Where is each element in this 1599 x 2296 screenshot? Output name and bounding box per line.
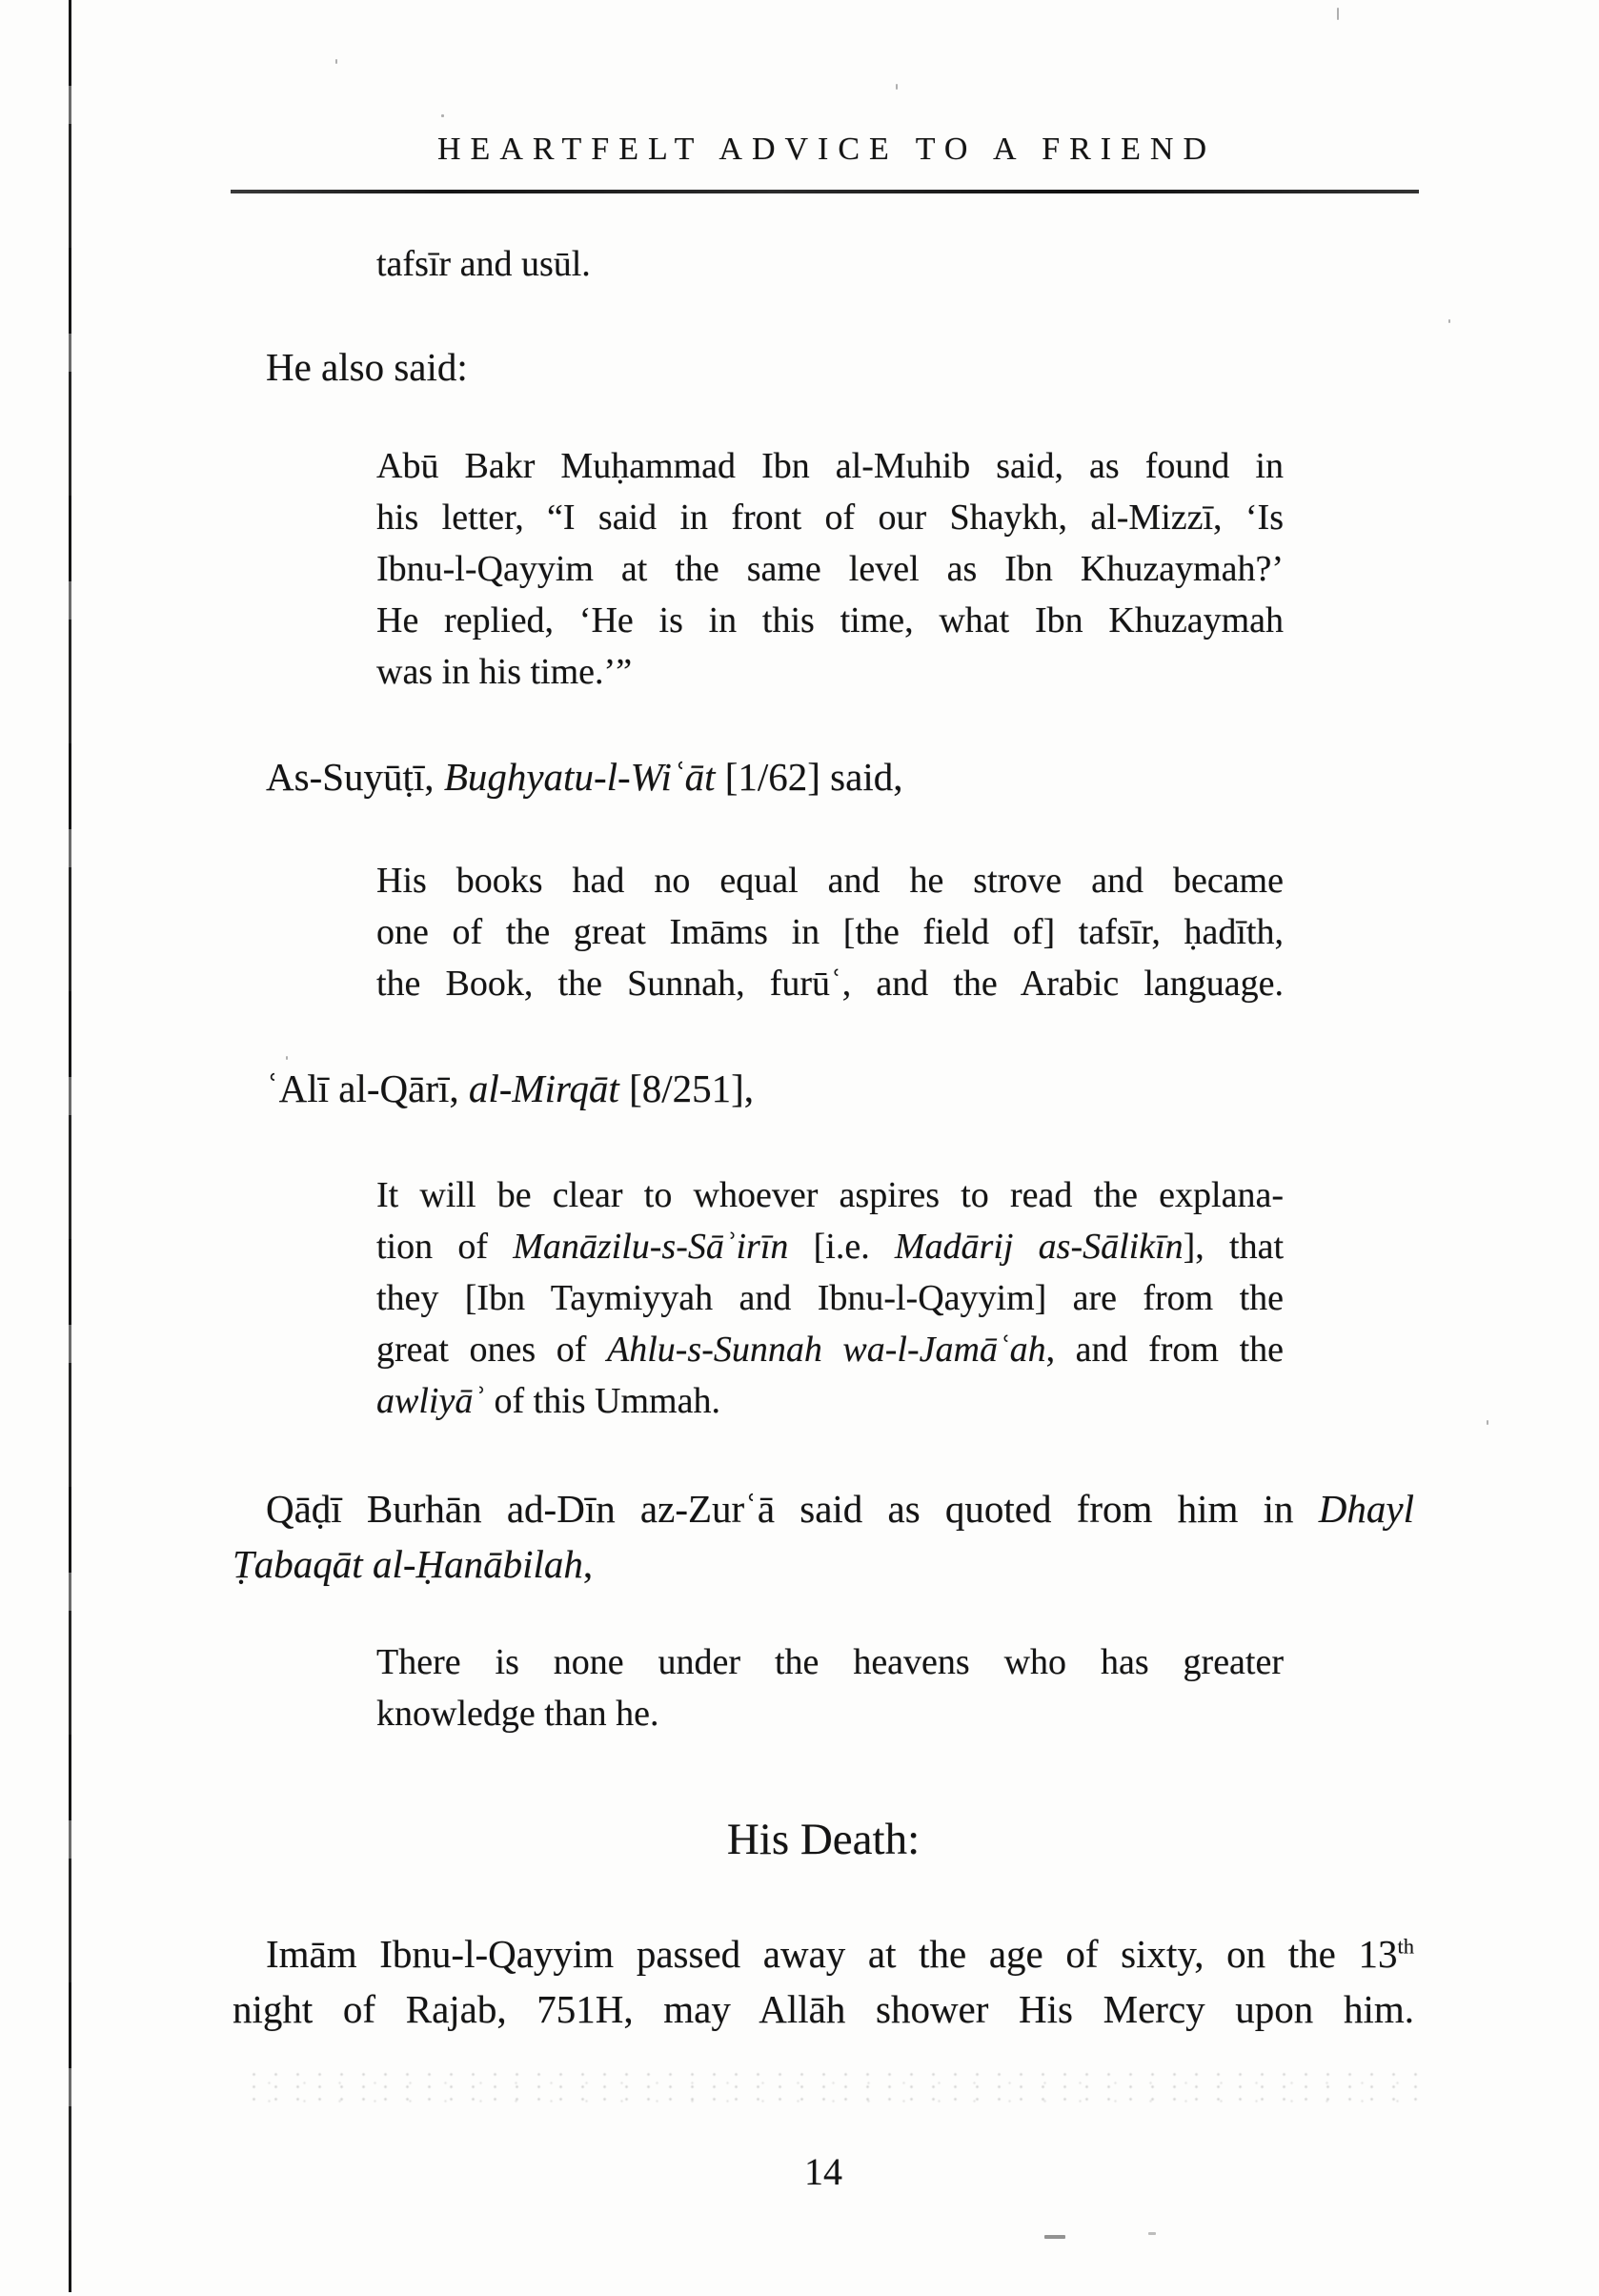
scan-speck [1487, 1420, 1488, 1425]
text-line: the Book, the Sunnah, furūʿ, and the Arabic language. [376, 964, 1284, 1004]
text-line: ʿAlī al-Qārī, al-Mirqāt [8/251], [266, 1067, 755, 1110]
blockquote-ibn-almuhib [376, 440, 1284, 698]
text-line: As-Suyūṭī, Bughyatu-l-Wiʿāt [1/62] said, [266, 755, 903, 799]
paragraph-he-also-said [233, 339, 1414, 395]
scan-dash [1044, 2235, 1065, 2239]
text-line: night of Rajab, 751H, may Allāh shower His Mercy upon him. [233, 1987, 1414, 2031]
scan-speck [441, 114, 444, 117]
scan-speck [1337, 8, 1339, 20]
text-line: Qāḍī Burhān ad-Dīn az-Zurʿā said as quoted from him in Dhayl [266, 1487, 1414, 1531]
text-line: Abū Bakr Muḥammad Ibn al-Muhib said, as found in [376, 446, 1284, 486]
scan-dash [1148, 2232, 1156, 2235]
scan-speck [286, 1056, 288, 1060]
text-line: His books had no equal and he strove and became [376, 861, 1284, 901]
blockquote-ali-al-qari [376, 1169, 1284, 1427]
text-line: Imām Ibnu-l-Qayyim passed away at the age of sixty, on the 13th [266, 1932, 1414, 1976]
page-number: 14 [804, 2150, 842, 2193]
text-line: one of the great Imāms in [the field of] tafsīr, ḥadīth, [376, 912, 1284, 952]
header-rule [231, 190, 1419, 193]
running-header-title: HEARTFELT ADVICE TO A FRIEND [437, 132, 1216, 167]
text-line: they [Ibn Taymiyyah and Ibnu-l-Qayyim] are from the [376, 1278, 1284, 1318]
continuation-text [376, 238, 1284, 290]
text-line: tafsīr and usūl. [376, 244, 591, 284]
text-line: He also said: [266, 345, 468, 389]
paragraph-death [233, 1926, 1414, 2037]
blockquote-as-suyuti [376, 855, 1284, 1009]
section-heading-his-death: His Death: [726, 1815, 921, 1864]
scan-speck [896, 84, 898, 90]
text-line: awliyāʾ of this Ummah. [376, 1381, 720, 1421]
scan-speck [335, 59, 337, 64]
text-line: was in his time.’” [376, 652, 633, 692]
text-line: He replied, ‘He is in this time, what Ibn Khuzaymah [376, 600, 1284, 640]
blockquote-qadi-burhan [376, 1636, 1284, 1739]
scan-speck [1448, 319, 1450, 323]
text-line: great ones of Ahlu-s-Sunnah wa-l-Jamāʿah, and from the [376, 1330, 1284, 1370]
text-line: It will be clear to whoever aspires to read the explana- [376, 1175, 1284, 1215]
text-line: Ṭabaqāt al-Ḥanābilah, [233, 1542, 594, 1586]
paragraph-as-suyuti [233, 749, 1414, 804]
paragraph-qadi-burhan [233, 1481, 1414, 1592]
scan-bleedthrough-noise [243, 2068, 1420, 2108]
text-line: knowledge than he. [376, 1694, 659, 1734]
scan-edge-line [69, 0, 71, 2292]
paragraph-ali-al-qari [233, 1061, 1414, 1116]
text-line: tion of Manāzilu-s-Sāʾirīn [i.e. Madārij as-Sālikīn], that [376, 1227, 1284, 1267]
text-line: There is none under the heavens who has greater [376, 1642, 1284, 1682]
text-line: his letter, “I said in front of our Shaykh, al-Mizzī, ‘Is [376, 498, 1284, 538]
text-line: Ibnu-l-Qayyim at the same level as Ibn Khuzaymah?’ [376, 549, 1284, 589]
